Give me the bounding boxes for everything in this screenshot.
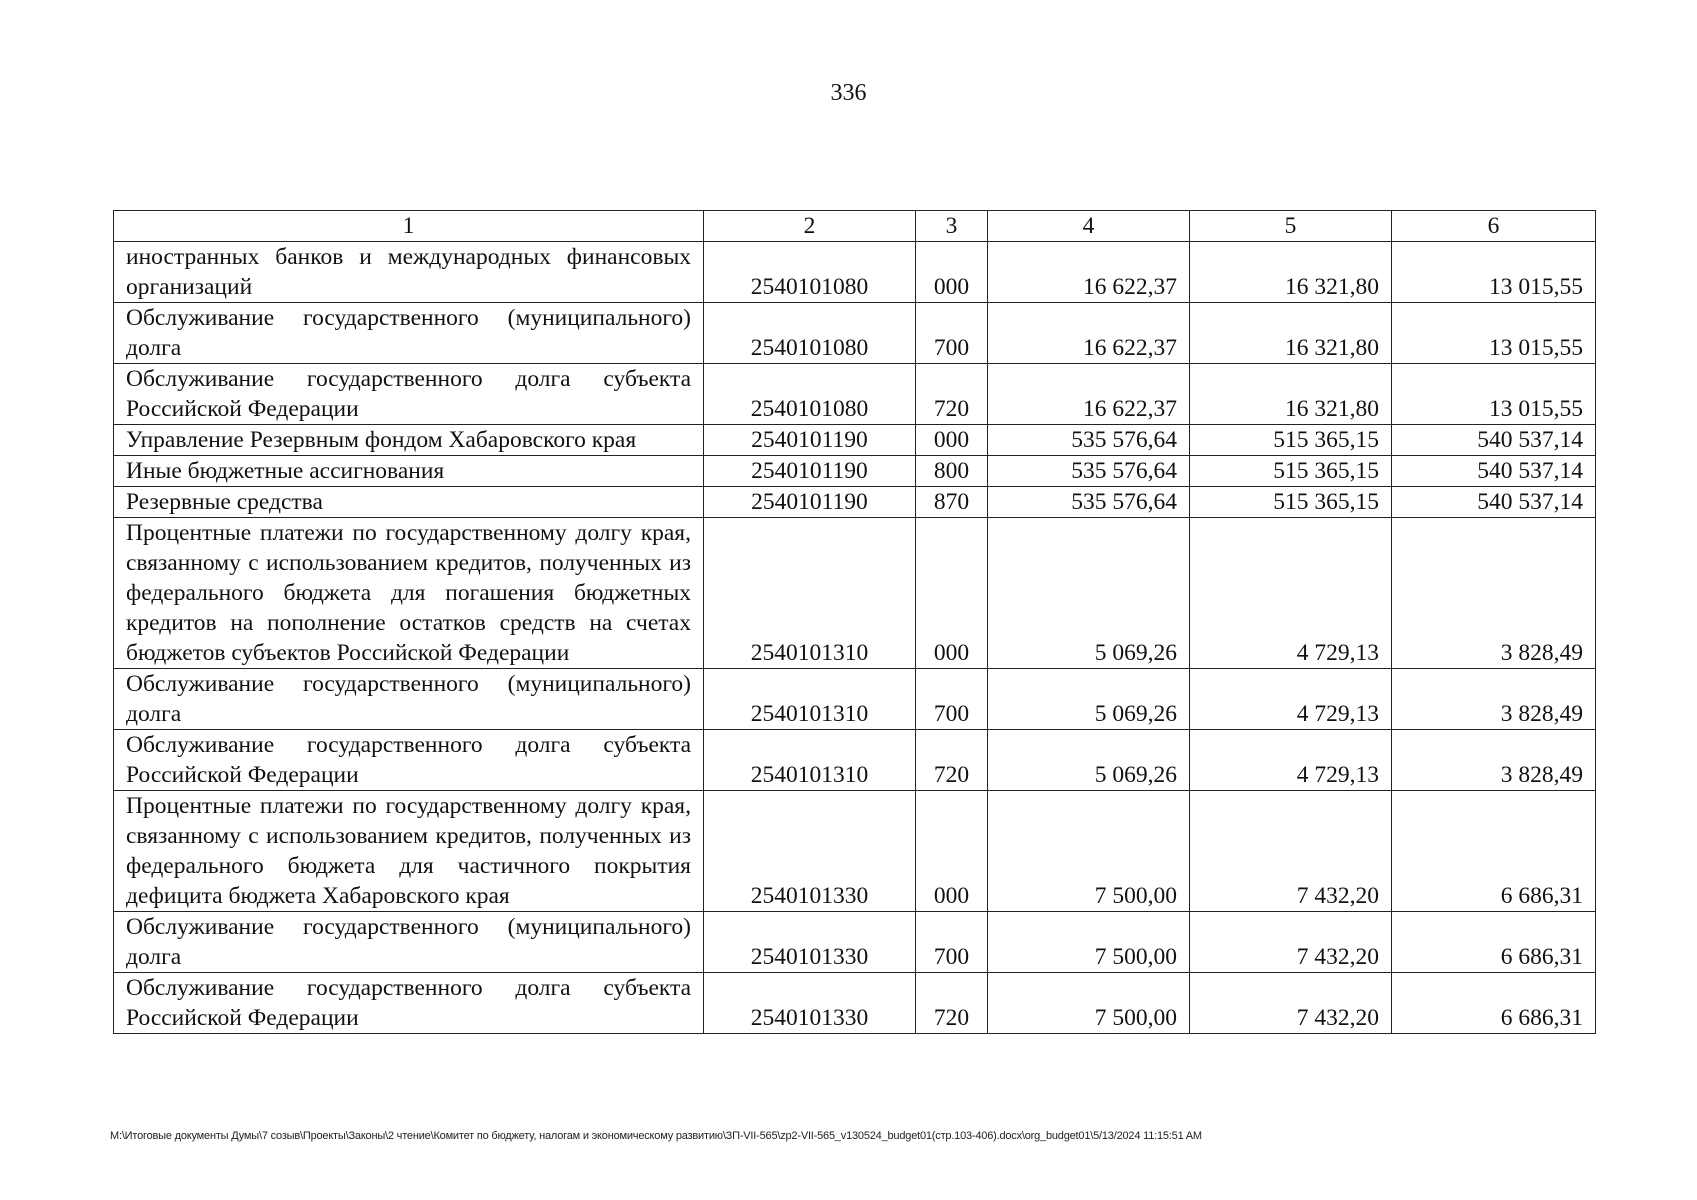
table-body bbox=[114, 242, 1596, 1034]
column-header: 3 bbox=[916, 211, 988, 242]
cell-value-col6: 3 828,49 bbox=[1392, 730, 1596, 791]
cell-value-col4: 16 622,37 bbox=[988, 303, 1190, 364]
cell-expense-type: 720 bbox=[916, 364, 988, 425]
cell-value-col5: 16 321,80 bbox=[1190, 364, 1392, 425]
cell-value-col5: 7 432,20 bbox=[1190, 973, 1392, 1034]
cell-target-code: 2540101080 bbox=[704, 364, 916, 425]
cell-name: Процентные платежи по государственному долгу края, связанному с использованием кредитов, полученных из федерального бюджета для частичного покрытия дефицита бюджета Хабаровского края bbox=[114, 791, 704, 912]
table-header-row bbox=[114, 211, 1596, 242]
cell-name: Управление Резервным фондом Хабаровского края bbox=[114, 425, 704, 456]
cell-expense-type: 720 bbox=[916, 973, 988, 1034]
cell-expense-type: 720 bbox=[916, 730, 988, 791]
cell-target-code: 2540101190 bbox=[704, 487, 916, 518]
cell-value-col4: 5 069,26 bbox=[988, 730, 1190, 791]
cell-target-code: 2540101080 bbox=[704, 303, 916, 364]
cell-value-col6: 6 686,31 bbox=[1392, 791, 1596, 912]
cell-value-col6: 540 537,14 bbox=[1392, 456, 1596, 487]
cell-target-code: 2540101330 bbox=[704, 973, 916, 1034]
column-header: 2 bbox=[704, 211, 916, 242]
table-row bbox=[114, 791, 1596, 912]
column-header: 4 bbox=[988, 211, 1190, 242]
cell-value-col6: 13 015,55 bbox=[1392, 303, 1596, 364]
cell-name: Резервные средства bbox=[114, 487, 704, 518]
budget-table bbox=[113, 210, 1596, 1034]
table-row bbox=[114, 487, 1596, 518]
cell-name: Обслуживание государственного (муниципального) долга bbox=[114, 912, 704, 973]
cell-expense-type: 000 bbox=[916, 242, 988, 303]
cell-name: Обслуживание государственного долга субъекта Российской Федерации bbox=[114, 364, 704, 425]
cell-value-col6: 540 537,14 bbox=[1392, 487, 1596, 518]
cell-expense-type: 000 bbox=[916, 425, 988, 456]
cell-expense-type: 700 bbox=[916, 912, 988, 973]
cell-value-col4: 5 069,26 bbox=[988, 669, 1190, 730]
cell-value-col6: 540 537,14 bbox=[1392, 425, 1596, 456]
cell-value-col5: 4 729,13 bbox=[1190, 730, 1392, 791]
cell-expense-type: 870 bbox=[916, 487, 988, 518]
cell-value-col6: 3 828,49 bbox=[1392, 518, 1596, 669]
cell-target-code: 2540101330 bbox=[704, 912, 916, 973]
cell-name: Обслуживание государственного долга субъекта Российской Федерации bbox=[114, 730, 704, 791]
document-path-footer: M:\Итоговые документы Думы\7 созыв\Проекты\Законы\2 чтение\Комитет по бюджету, налогам и экономическому развитию\ЗП-VII-565\zp2-VII-565_v130524_budget01(стр.103-406).docx\org_budget01\5/13/2024 11:15:51 AM bbox=[110, 1130, 1202, 1142]
table-row bbox=[114, 425, 1596, 456]
table-row bbox=[114, 518, 1596, 669]
column-header: 1 bbox=[114, 211, 704, 242]
cell-value-col6: 3 828,49 bbox=[1392, 669, 1596, 730]
cell-value-col4: 16 622,37 bbox=[988, 364, 1190, 425]
page-number: 336 bbox=[830, 80, 867, 106]
cell-value-col4: 535 576,64 bbox=[988, 425, 1190, 456]
cell-value-col5: 16 321,80 bbox=[1190, 303, 1392, 364]
cell-value-col4: 7 500,00 bbox=[988, 912, 1190, 973]
table-row bbox=[114, 912, 1596, 973]
cell-value-col4: 7 500,00 bbox=[988, 791, 1190, 912]
table-row bbox=[114, 242, 1596, 303]
cell-name: Иные бюджетные ассигнования bbox=[114, 456, 704, 487]
cell-value-col4: 535 576,64 bbox=[988, 487, 1190, 518]
cell-value-col5: 515 365,15 bbox=[1190, 425, 1392, 456]
cell-target-code: 2540101080 bbox=[704, 242, 916, 303]
cell-name: Обслуживание государственного долга субъекта Российской Федерации bbox=[114, 973, 704, 1034]
table-row bbox=[114, 456, 1596, 487]
cell-name: иностранных банков и международных финансовых организаций bbox=[114, 242, 704, 303]
cell-value-col4: 5 069,26 bbox=[988, 518, 1190, 669]
cell-target-code: 2540101330 bbox=[704, 791, 916, 912]
column-header: 5 bbox=[1190, 211, 1392, 242]
cell-value-col6: 6 686,31 bbox=[1392, 912, 1596, 973]
cell-value-col5: 515 365,15 bbox=[1190, 487, 1392, 518]
table-row bbox=[114, 669, 1596, 730]
cell-expense-type: 000 bbox=[916, 791, 988, 912]
cell-expense-type: 800 bbox=[916, 456, 988, 487]
cell-value-col4: 7 500,00 bbox=[988, 973, 1190, 1034]
cell-name: Обслуживание государственного (муниципального) долга bbox=[114, 669, 704, 730]
cell-name: Процентные платежи по государственному долгу края, связанному с использованием кредитов, полученных из федерального бюджета для погашения бюджетных кредитов на пополнение остатков средств на счетах бюджетов субъектов Российской Федерации bbox=[114, 518, 704, 669]
cell-value-col6: 13 015,55 bbox=[1392, 242, 1596, 303]
cell-target-code: 2540101190 bbox=[704, 425, 916, 456]
cell-value-col5: 7 432,20 bbox=[1190, 791, 1392, 912]
cell-name: Обслуживание государственного (муниципального) долга bbox=[114, 303, 704, 364]
cell-target-code: 2540101310 bbox=[704, 730, 916, 791]
cell-expense-type: 000 bbox=[916, 518, 988, 669]
table-row bbox=[114, 303, 1596, 364]
cell-expense-type: 700 bbox=[916, 669, 988, 730]
cell-value-col5: 7 432,20 bbox=[1190, 912, 1392, 973]
cell-value-col6: 6 686,31 bbox=[1392, 973, 1596, 1034]
cell-value-col5: 16 321,80 bbox=[1190, 242, 1392, 303]
cell-value-col4: 16 622,37 bbox=[988, 242, 1190, 303]
cell-value-col4: 535 576,64 bbox=[988, 456, 1190, 487]
table-row bbox=[114, 730, 1596, 791]
cell-target-code: 2540101310 bbox=[704, 669, 916, 730]
cell-target-code: 2540101310 bbox=[704, 518, 916, 669]
cell-value-col6: 13 015,55 bbox=[1392, 364, 1596, 425]
cell-expense-type: 700 bbox=[916, 303, 988, 364]
cell-value-col5: 515 365,15 bbox=[1190, 456, 1392, 487]
cell-value-col5: 4 729,13 bbox=[1190, 669, 1392, 730]
table-row bbox=[114, 973, 1596, 1034]
table-row bbox=[114, 364, 1596, 425]
column-header: 6 bbox=[1392, 211, 1596, 242]
cell-target-code: 2540101190 bbox=[704, 456, 916, 487]
cell-value-col5: 4 729,13 bbox=[1190, 518, 1392, 669]
